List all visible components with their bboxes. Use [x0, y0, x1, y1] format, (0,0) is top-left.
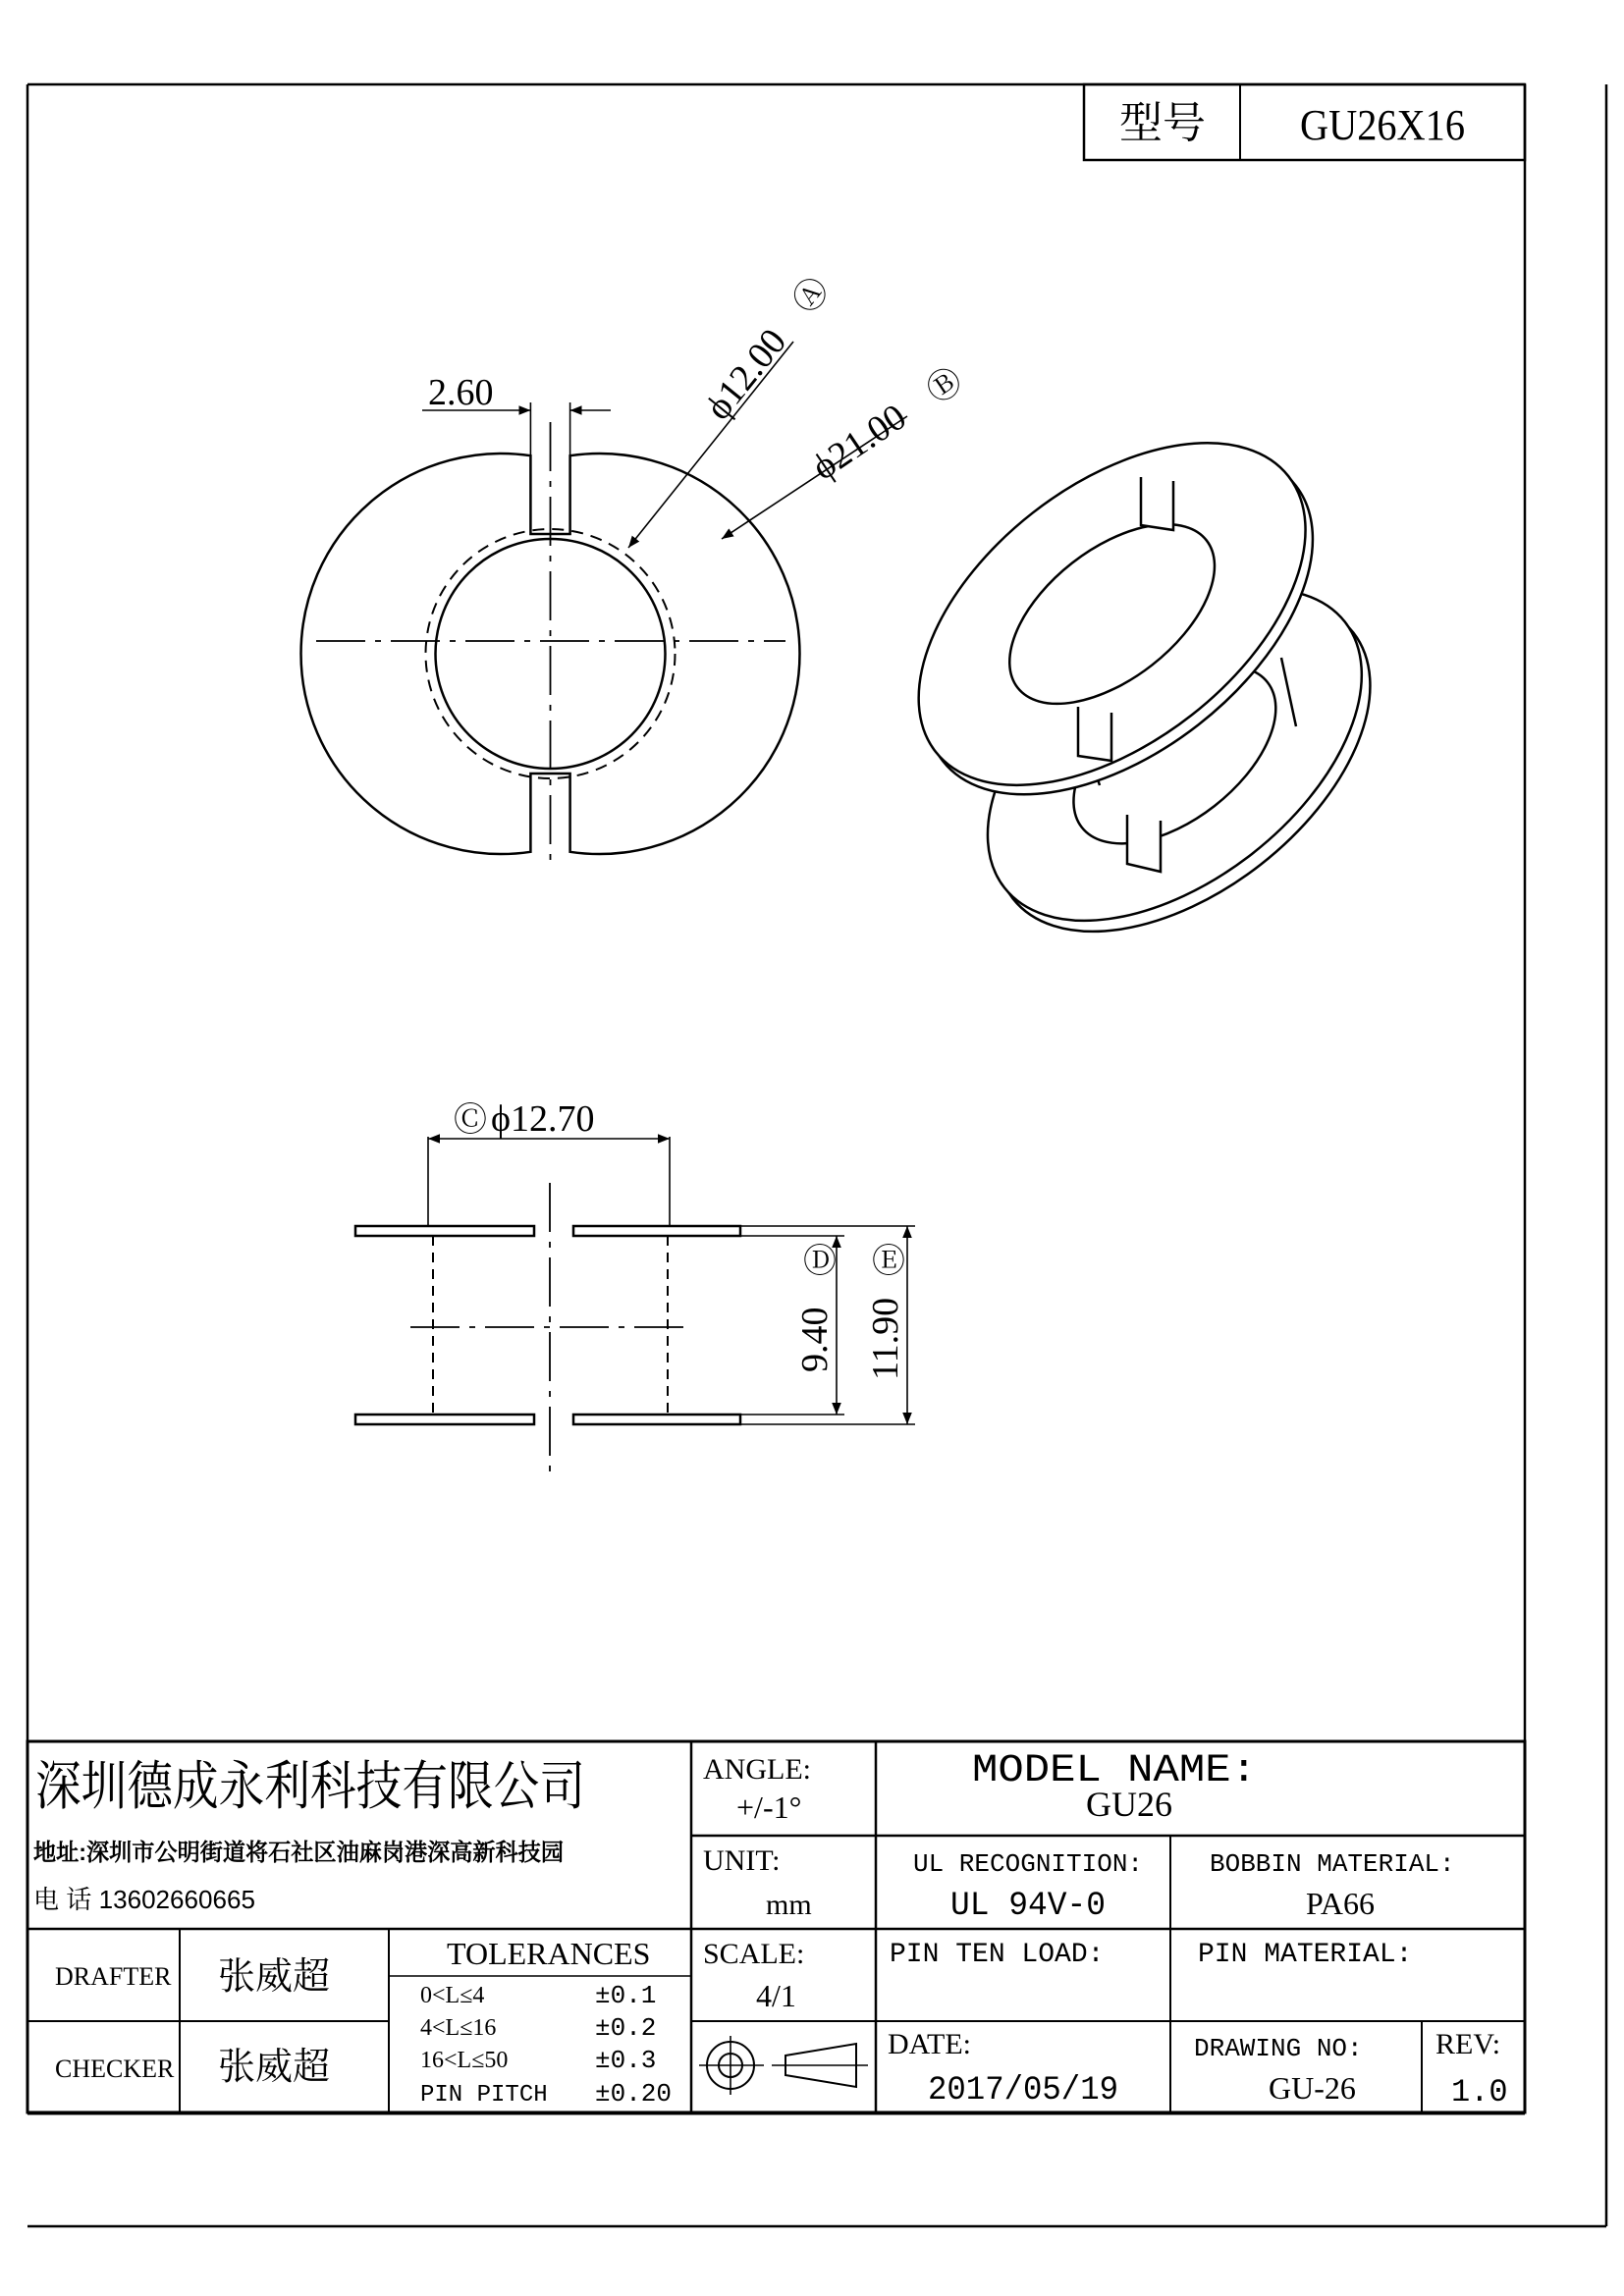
model-box-value: GU26X16 [1300, 101, 1465, 149]
tolerance-value-4: ±0.20 [595, 2079, 673, 2109]
tolerance-range-2: 4<L≤16 [420, 2015, 497, 2041]
model-box-label: 型号 [1119, 99, 1206, 147]
unit-value: mm [766, 1889, 812, 1921]
total-height-dim: 11.90 [865, 1297, 906, 1380]
outer-diameter-dim: ϕ21.00 [804, 396, 914, 489]
date-value: 2017/05/19 [928, 2072, 1118, 2109]
bottom-flange-right [573, 1415, 740, 1424]
tolerances-label: TOLERANCES [447, 1936, 651, 1971]
inner-height-marker-glyph: Ⓓ [803, 1243, 837, 1280]
drawing-no-value: GU-26 [1269, 2070, 1356, 2106]
company-phone: 电 话 13602660665 [33, 1885, 255, 1914]
tolerance-range-1: 0<L≤4 [420, 1983, 485, 2008]
bobbin-material-label: BOBBIN MATERIAL: [1210, 1849, 1455, 1879]
pin-material-label: PIN MATERIAL: [1198, 1940, 1413, 1970]
slot-width-dim: 2.60 [428, 372, 494, 413]
angle-label: ANGLE: [703, 1753, 811, 1786]
side-view-labels [454, 1098, 906, 1380]
drawing-no-label: DRAWING NO: [1194, 2034, 1363, 2063]
upper-slot-top [1141, 477, 1173, 530]
top-flange-right [573, 1226, 740, 1236]
pin-ten-load-label: PIN TEN LOAD: [890, 1940, 1105, 1970]
inner-diameter-marker: Ⓐ [785, 270, 837, 321]
core-marker: Ⓒ [454, 1101, 487, 1139]
top-view-labels [428, 269, 969, 488]
upper-slot-bottom [1078, 707, 1111, 761]
model-name-value: GU26 [1086, 1785, 1172, 1824]
total-height-marker-glyph: Ⓔ [872, 1243, 905, 1280]
ul-recognition-value: UL 94V-0 [950, 1888, 1106, 1925]
bottom-flange-left [355, 1415, 534, 1424]
ul-recognition-label: UL RECOGNITION: [913, 1849, 1144, 1879]
scale-label: SCALE: [703, 1938, 805, 1970]
date-label: DATE: [888, 2028, 971, 2060]
tolerance-range-3: 16<L≤50 [420, 2048, 509, 2073]
inner-height-dim: 9.40 [794, 1307, 836, 1372]
tolerance-value-2: ±0.2 [595, 2013, 657, 2043]
outer-diameter-marker: Ⓑ [920, 360, 969, 411]
scale-value: 4/1 [756, 1978, 796, 2013]
side-view [355, 1137, 915, 1472]
checker-label: CHECKER [55, 2055, 175, 2083]
company-address: 地址:深圳市公明街道将石社区油麻岗港深高新科技园 [33, 1840, 583, 1866]
checker-value: 张威超 [218, 2047, 331, 2088]
tolerance-range-4: PIN PITCH [420, 2082, 548, 2109]
top-view [301, 342, 907, 864]
lower-slot-bottom [1127, 815, 1161, 872]
model-box [1084, 84, 1525, 160]
tolerance-value-1: ±0.1 [595, 1981, 657, 2010]
isometric-bobbin [856, 375, 1431, 997]
rev-value: 1.0 [1451, 2074, 1508, 2110]
inner-diameter-dim: ϕ12.00 [697, 321, 795, 428]
rev-label: REV: [1435, 2028, 1501, 2060]
model-name-label: MODEL NAME: [972, 1749, 1257, 1793]
bobbin-material-value: PA66 [1306, 1886, 1375, 1921]
core-diameter-dim: ϕ12.70 [491, 1098, 595, 1140]
drafter-value: 张威超 [218, 1956, 331, 1998]
unit-label: UNIT: [703, 1844, 781, 1877]
top-flange-left [355, 1226, 534, 1236]
company-name: 深圳德成永利科技有限公司 [35, 1757, 585, 1816]
drafter-label: DRAFTER [55, 1962, 172, 1991]
tolerance-value-3: ±0.3 [595, 2046, 657, 2075]
angle-value: +/-1° [736, 1789, 802, 1825]
